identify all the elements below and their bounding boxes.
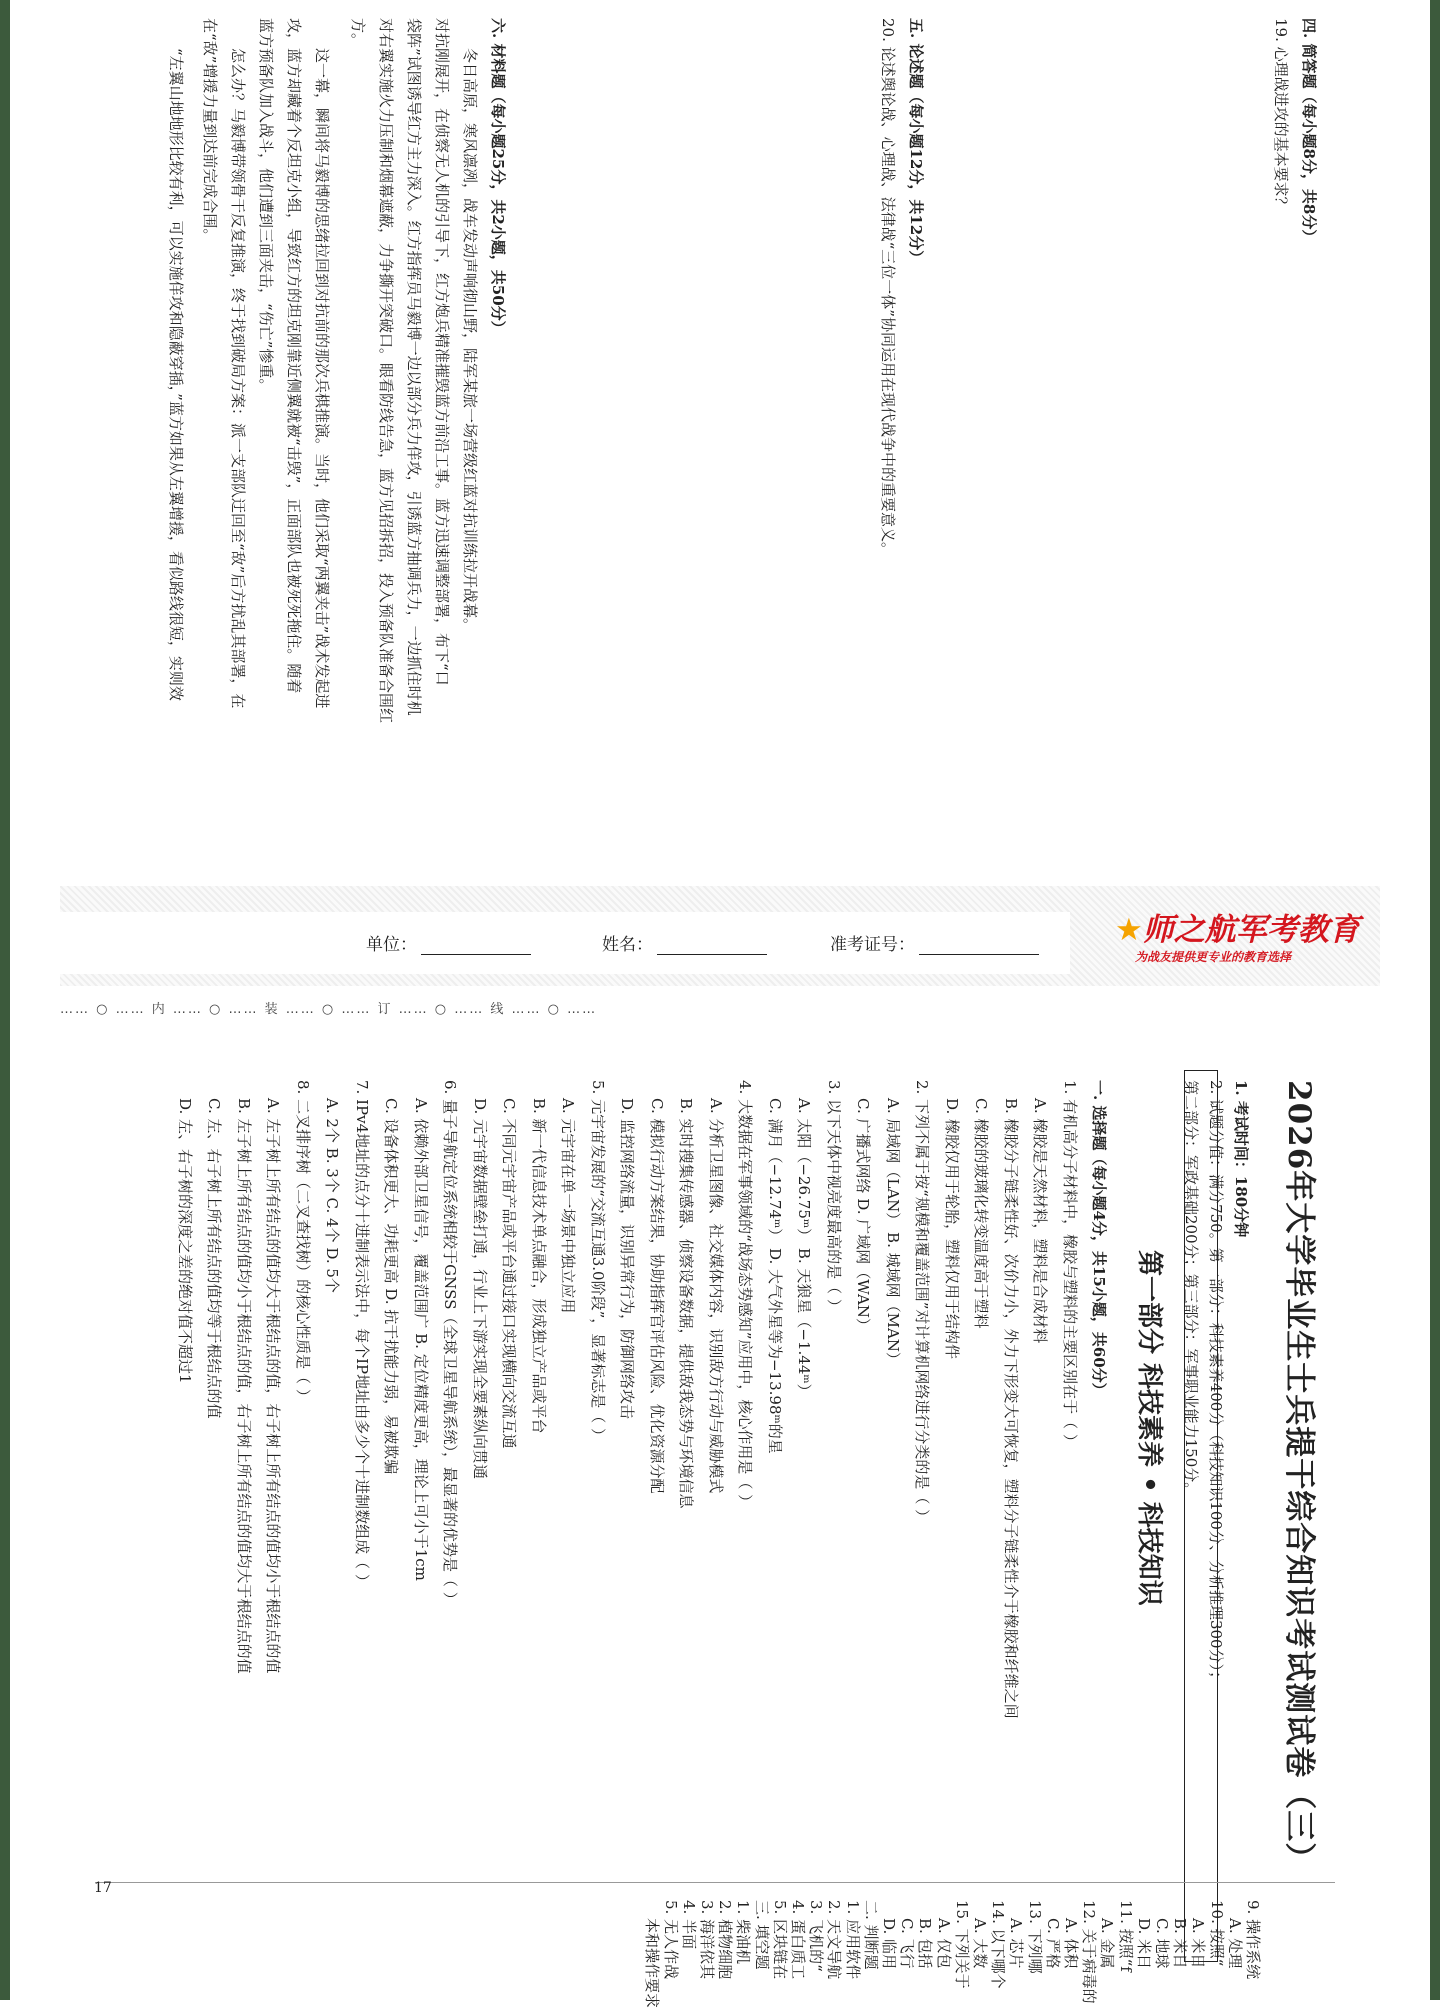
right-edge-line: 11. 按照“f — [1116, 1900, 1135, 1972]
exam-info-line: 第二部分：军政基础200分；第三部分：军事职业能力150分。 — [1182, 1080, 1200, 1498]
upper-text-line: 20. 论述舆论战、心理战、法律战“三位一体”协同运用在现代战争中的重要意义。 — [879, 18, 897, 557]
answer-option: D. 左、右子树的深度之差的绝对值不超过1 — [175, 1098, 194, 1384]
question-stem: 5. 元宇宙发展的“交流互通3.0阶段”，显著标志是（ ） — [588, 1080, 607, 1444]
right-edge-line: A. 大数 — [971, 1918, 989, 1969]
right-edge-line: A. 金属 — [1098, 1918, 1117, 1969]
question-stem: 一. 选择题（每小题4分，共15小题，共60分） — [1090, 1080, 1108, 1398]
answer-option: B. 实时搜集传感器、侦察设备数据，提供敌我态势与环境信息 — [677, 1098, 695, 1509]
unit-field[interactable] — [366, 930, 531, 955]
upper-text-line: 五. 论述题（每小题12分，共12分） — [907, 18, 925, 266]
right-edge-line: 9. 操作系统 — [1244, 1900, 1262, 1980]
right-edge-line: 14. 以下哪个 — [989, 1900, 1008, 1989]
exam-no-label: 准考证号： — [830, 935, 915, 955]
paper-title: 2026年大学毕业生士兵提干综合知识考试测试卷（三） — [1281, 1080, 1317, 1875]
question-stem: 2. 下列不属于按“规模和覆盖范围”对计算机网络进行分类的是（ ） — [913, 1080, 931, 1525]
right-edge-line: 3. 飞机的“ — [807, 1900, 826, 1972]
answer-option: D. 橡胶仅用于轮胎，塑料仅用于结构件 — [942, 1098, 961, 1360]
answer-option: B. 新一代信息技术单点融合，形成独立产品或平台 — [529, 1098, 548, 1434]
answer-option: D. 元宇宙数据壁垒打通，行业上下游实现全要素纵向贯通 — [470, 1098, 489, 1480]
right-edge-line: 4. 蛋白质工 — [789, 1900, 807, 1980]
name-label: 姓名： — [602, 935, 653, 955]
question-stem: 3. 以下天体中视亮度最高的是（ ） — [824, 1080, 843, 1314]
upper-text-line: 对右翼实施火力压制和烟幕遮蔽，力争撕开突破口。眼看防线告急，蓝方见招拆招，投入预备队准备合围红 — [377, 18, 395, 724]
right-edge-line: 三. 填空题 — [752, 1900, 771, 1970]
name-field[interactable] — [602, 930, 767, 955]
right-edge-line: 3. 海洋依其 — [698, 1900, 716, 1980]
answer-option: C. 橡胶的玻璃化转变温度高于塑料 — [972, 1098, 990, 1329]
right-edge-line: 1. 柴油机 — [734, 1900, 753, 1965]
right-edge-line: 10. 按照“ — [1207, 1900, 1226, 1967]
answer-option: C. 模拟行动方案结果，协助指挥官评估风险、优化资源分配 — [647, 1098, 666, 1494]
upper-text-line: 袋阵”试图诱导红方主力深入。红方指挥员马毅博一边以部分兵力佯攻，引诱蓝方抽调兵力，一边抓住时机 — [405, 18, 423, 716]
right-edge-line: 2. 天文导航 — [825, 1900, 844, 1980]
right-edge-line: A. 仅包 — [934, 1918, 953, 1969]
right-edge-line: 4. 半面 — [679, 1900, 698, 1950]
right-edge-line: 本和操作要求 — [643, 1918, 662, 2008]
question-stem: 8. 二叉排序树（二叉查找树）的核心性质是（ ） — [293, 1080, 312, 1404]
right-edge-line: C. 飞行 — [898, 1918, 917, 1969]
answer-option: C. 满月（−12.74ᵐ） D. 大气外星等为−13.98ᵐ的星 — [765, 1098, 784, 1454]
exam-no-underline — [919, 938, 1039, 955]
answer-option: A. 元宇宙在单一场景中独立应用 — [559, 1098, 577, 1314]
right-edge-line: 12. 关于病毒的 — [1080, 1900, 1099, 2004]
question-stem: 6. 量子导航定位系统相较于GNSS（全球卫星导航系统），最显著的优势是（ ） — [441, 1080, 459, 1607]
answer-option: C. 广播式网络 D. 广域网（WAN） — [854, 1098, 872, 1333]
name-underline — [657, 938, 767, 955]
answer-option: D. 监控网络流量，识别异常行为，防御网络攻击 — [618, 1098, 636, 1420]
answer-option: C. 设备体积更大、功耗更高 D. 抗干扰能力弱，易被欺骗 — [382, 1098, 400, 1475]
right-edge-line: D. 米日 — [1134, 1918, 1153, 1970]
upper-text-line: 方。 — [349, 18, 367, 49]
cut-line: …… ○ …… 内 …… ○ …… 装 …… ○ …… 订 …… ○ …… 线 …… ○ …… — [60, 1002, 598, 1017]
answer-option: B. 左子树上所有结点的值均小于根结点的值，右子树上所有结点的值均大于根结点的值 — [234, 1098, 253, 1674]
right-edge-line: C. 地球 — [1153, 1918, 1171, 1969]
upper-text-line: 六. 材料题（每小题25分，共2小题，共50分） — [489, 18, 507, 336]
upper-text-line: 怎么办？马毅博带领骨干反复推演，终于找到破局方案：派一支部队迂回至“敌”后方扰乱其部署，在 — [229, 48, 247, 709]
right-edge-line: 二. 判断题 — [861, 1900, 880, 1970]
brand-slogan: 为战友提供更专业的教育选择 — [1135, 950, 1292, 964]
answer-option: B. 橡胶分子链柔性好、次价力小，外力下形变大可恢复，塑料分子链柔性介于橡胶和纤维之间 — [1001, 1098, 1020, 1719]
left-border — [0, 0, 10, 2000]
answer-option: A. 分析卫星图像、社交媒体内容，识别敌方行动与威胁模式 — [706, 1098, 725, 1494]
right-edge-line: A. 米日 — [1189, 1918, 1208, 1969]
right-edge-line: C. 严格 — [1043, 1918, 1062, 1969]
question-stem: 7. IPv4地址的点分十进制表示法中，每个IP地址由多少个十进制数组成（ ） — [352, 1080, 371, 1589]
answer-option: A. 2个 B. 3个 C. 4个 D. 5个 — [323, 1098, 341, 1293]
right-edge-line: D. 临用 — [880, 1918, 898, 1970]
question-stem: 4. 大数据在军事领域的“战场态势感知”应用中，核心作用是（ ） — [736, 1080, 754, 1510]
upper-text-line: 攻，蓝方却藏着个反坦克小组，导致红方的坦克刚靠近侧翼就被“击毁”，正面部队也被死死拖住。随着 — [285, 18, 303, 694]
right-edge-line: A. 体积 — [1062, 1918, 1080, 1969]
exam-info-line: 1. 考试时间：180分钟 — [1232, 1080, 1250, 1238]
upper-text-line: 在“敌”增援力量到达前完成合围。 — [201, 18, 219, 244]
answer-option: C. 不同元宇宙产品或平台通过接口实现横向交流互通 — [500, 1098, 518, 1449]
answer-option: A. 局域网（LAN） B. 城域网（MAN） — [883, 1098, 902, 1367]
answer-option: C. 左、右子树上所有结点的值均等于根结点的值 — [205, 1098, 223, 1419]
right-edge-line: A. 处理 — [1225, 1918, 1244, 1969]
page-divider — [95, 1882, 1335, 1883]
right-edge-line: 1. 应用软件 — [843, 1900, 862, 1980]
answer-option: A. 左子树上所有结点的值均大于根结点的值，右子树上所有结点的值均小于根结点的值 — [264, 1098, 282, 1674]
upper-text-line: 对抗刚展开，在侦察无人机的引导下，红方炮兵精准摧毁蓝方前沿工事。蓝方迅速调整部署，布下“口 — [433, 18, 451, 686]
unit-label: 单位： — [366, 935, 417, 955]
right-edge-line: 5. 无人作战 — [661, 1900, 680, 1980]
answer-option: A. 橡胶是天然材料，塑料是合成材料 — [1031, 1098, 1049, 1344]
right-edge-line: A. 芯片 — [1007, 1918, 1026, 1969]
right-edge-line: 15. 下列关于 — [952, 1900, 971, 1989]
right-edge-line: B. 包括 — [916, 1918, 935, 1969]
upper-text-line: 冬日高原，寒风凛冽，战车发动声响彻山野，陆军某旅一场营级红蓝对抗训练拉开战幕。 — [461, 48, 479, 634]
page-number: 17 — [94, 1880, 112, 1896]
unit-underline — [421, 938, 531, 955]
right-edge-line: 5. 区块链在 — [770, 1900, 789, 1980]
exam-no-field[interactable] — [830, 930, 1039, 955]
exam-info-line: 2. 试题分值：满分750。第一部分：科技素养400分（科技知识100分、分析推理300分）； — [1207, 1080, 1225, 1687]
answer-option: A. 依赖外部卫星信号，覆盖范围广 B. 定位精度更高，理论上可小于1cm — [411, 1098, 430, 1581]
star-icon: ★ — [1115, 912, 1143, 948]
question-stem: 1. 有机高分子材料中，橡胶与塑料的主要区别在于（ ） — [1060, 1080, 1079, 1449]
part-title: 第一部分 科技素养 • 科技知识 — [1134, 1250, 1164, 1606]
right-border — [1430, 0, 1440, 2000]
right-edge-line: 13. 下列哪 — [1025, 1900, 1044, 1974]
upper-text-line: “左翼山地地形比较有利，可以实施佯攻和隐蔽穿插，”蓝方如果从左翼增援，看似路线很短，实则效 — [167, 48, 185, 701]
right-edge-line: B. 米日 — [1171, 1918, 1190, 1969]
right-edge-line: 2. 植物细胞 — [716, 1900, 735, 1980]
upper-text-line: 四. 简答题（每小题8分，共8分） — [1300, 18, 1318, 245]
brand-logo — [1115, 904, 1360, 949]
upper-text-line: 蓝方预备队加入战斗，他们遭到三面夹击，“伤亡”惨重。 — [257, 18, 275, 394]
upper-text-line: 19. 心理战进攻的基本要求？ — [1272, 18, 1290, 212]
answer-option: A. 太阳（−26.75ᵐ） B. 天狼星（−1.44ᵐ） — [795, 1098, 813, 1399]
logo-text: 师之航军考教育 — [1142, 912, 1360, 948]
upper-text-line: 这一幕，瞬间将马毅博的思绪拉回到对抗前的那次兵棋推演。当时，他们采取“两翼夹击”战术发起进 — [313, 48, 331, 709]
